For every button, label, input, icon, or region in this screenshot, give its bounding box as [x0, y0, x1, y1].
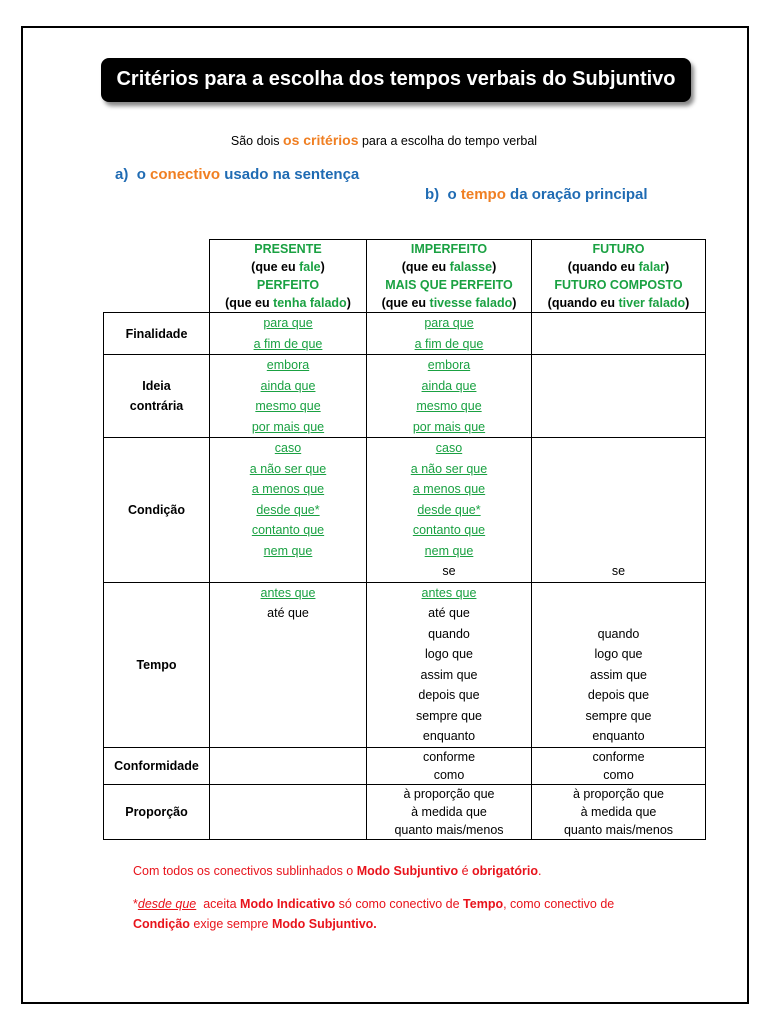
row-label: Conformidade	[104, 747, 210, 784]
row-finalidade	[104, 313, 706, 355]
row-label: Condição	[104, 438, 210, 583]
cell-conformidade-futuro: conforme como	[532, 747, 706, 784]
page-title: Critérios para a escolha dos tempos verbais do Subjuntivo	[101, 58, 691, 102]
cell-conformidade-presente	[210, 747, 367, 784]
row-tempo	[104, 582, 706, 747]
row-condicao	[104, 438, 706, 583]
cell-condicao-imperfeito: caso a não ser que a menos que desde que* contanto que nem que se	[367, 438, 532, 583]
row-proporcao	[104, 784, 706, 839]
cell-finalidade-imperfeito: para que a fim de que	[367, 313, 532, 355]
criterion-b: b) o tempo da oração principal	[425, 186, 648, 203]
cell-finalidade-presente: para que a fim de que	[210, 313, 367, 355]
cell-tempo-futuro: quando logo que assim que depois que sempre que enquanto	[532, 582, 706, 747]
column-header-presente: PRESENTE (que eu fale) PERFEITO (que eu tenha falado)	[210, 240, 367, 313]
cell-proporcao-presente	[210, 784, 367, 839]
row-label: Proporção	[104, 784, 210, 839]
table-corner	[104, 240, 210, 313]
row-conformidade	[104, 747, 706, 784]
note-desde-que: *desde que aceita Modo Indicativo só como conectivo de Tempo, como conectivo de Condição exige sempre Modo Subjuntivo.	[133, 897, 615, 931]
column-header-imperfeito: IMPERFEITO (que eu falasse) MAIS QUE PERFEITO (que eu tivesse falado)	[367, 240, 532, 313]
cell-tempo-presente: antes que até que	[210, 582, 367, 747]
row-label: Ideia contrária	[104, 355, 210, 438]
row-ideia-contraria	[104, 355, 706, 438]
cell-tempo-imperfeito: antes que até que quando logo que assim que depois que sempre que enquanto	[367, 582, 532, 747]
note-obrigatorio: Com todos os conectivos sublinhados o Modo Subjuntivo é obrigatório.	[133, 864, 542, 878]
cell-condicao-futuro: se	[532, 438, 706, 583]
row-label: Finalidade	[104, 313, 210, 355]
intro-text: São dois os critérios para a escolha do tempo verbal	[230, 132, 538, 148]
cell-proporcao-imperfeito: à proporção que à medida que quanto mais/menos	[367, 784, 532, 839]
cell-condicao-presente: caso a não ser que a menos que desde que* contanto que nem que	[210, 438, 367, 583]
cell-ideia-presente: embora ainda que mesmo que por mais que	[210, 355, 367, 438]
cell-conformidade-imperfeito: conforme como	[367, 747, 532, 784]
criterion-a: a) o conectivo usado na sentença	[115, 166, 360, 183]
cell-proporcao-futuro: à proporção que à medida que quanto mais/menos	[532, 784, 706, 839]
row-label: Tempo	[104, 582, 210, 747]
table-header-row	[104, 240, 706, 313]
column-header-futuro: FUTURO (quando eu falar) FUTURO COMPOSTO (quando eu tiver falado)	[532, 240, 706, 313]
cell-ideia-imperfeito: embora ainda que mesmo que por mais que	[367, 355, 532, 438]
verb-tense-table	[103, 239, 706, 840]
cell-ideia-futuro	[532, 355, 706, 438]
cell-finalidade-futuro	[532, 313, 706, 355]
